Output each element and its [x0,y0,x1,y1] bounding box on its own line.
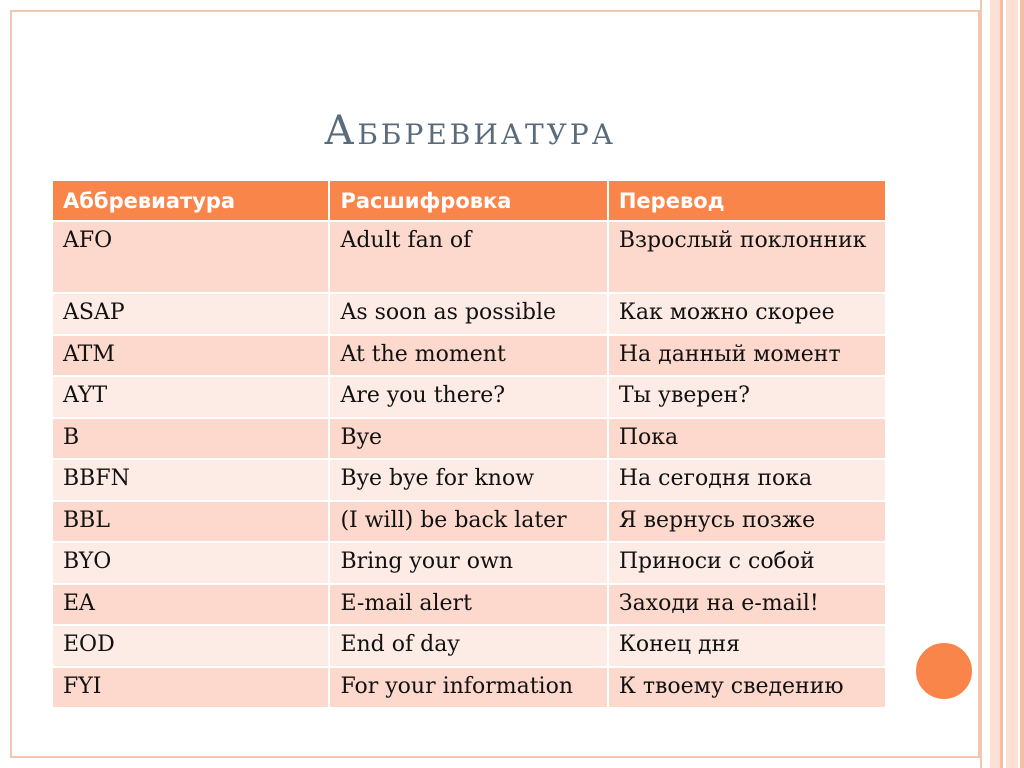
cell-abbreviation: BYO [52,542,329,584]
table-row [52,376,886,418]
decor-stripe [980,0,990,768]
cell-expansion: As soon as possible [329,293,607,335]
cell-abbreviation: B [52,418,329,460]
table-row [52,667,886,709]
cell-expansion: Adult fan of [329,221,607,293]
cell-translation: Конец дня [608,625,886,667]
cell-abbreviation: EA [52,584,329,626]
cell-translation: Взрослый поклонник [608,221,886,293]
table-row [52,335,886,377]
cell-expansion: Are you there? [329,376,607,418]
decor-circle [913,640,975,702]
cell-translation: На сегодня пока [608,459,886,501]
header-translation: Перевод [608,180,886,221]
cell-translation: Приноси с собой [608,542,886,584]
cell-abbreviation: FYI [52,667,329,709]
table-row [52,293,886,335]
cell-expansion: For your information [329,667,607,709]
decor-stripe [1000,0,1003,768]
cell-abbreviation: ASAP [52,293,329,335]
cell-translation: Заходи на e-mail! [608,584,886,626]
table-row [52,418,886,460]
decor-stripe [1020,0,1024,768]
cell-expansion: E-mail alert [329,584,607,626]
header-expansion: Расшифровка [329,180,607,221]
cell-expansion: Bring your own [329,542,607,584]
cell-abbreviation: EOD [52,625,329,667]
table-row [52,459,886,501]
cell-abbreviation: ATM [52,335,329,377]
cell-translation: Как можно скорее [608,293,886,335]
table-row [52,501,886,543]
cell-abbreviation: AYT [52,376,329,418]
table-row [52,221,886,293]
cell-expansion: At the moment [329,335,607,377]
cell-translation: На данный момент [608,335,886,377]
cell-translation: Пока [608,418,886,460]
table-header-row [52,180,886,221]
table-row [52,584,886,626]
slide-title: Аббревиатура [324,108,616,154]
cell-expansion: Bye bye for know [329,459,607,501]
cell-abbreviation: BBL [52,501,329,543]
cell-expansion: Bye [329,418,607,460]
cell-translation: Ты уверен? [608,376,886,418]
cell-translation: Я вернусь позже [608,501,886,543]
cell-expansion: (I will) be back later [329,501,607,543]
decor-stripe [990,0,1000,768]
cell-translation: К твоему сведению [608,667,886,709]
cell-expansion: End of day [329,625,607,667]
header-abbreviation: Аббревиатура [52,180,329,221]
decor-stripe [1006,0,1018,768]
table-row [52,542,886,584]
table-row [52,625,886,667]
abbreviation-table [51,179,887,709]
cell-abbreviation: BBFN [52,459,329,501]
cell-abbreviation: AFO [52,221,329,293]
